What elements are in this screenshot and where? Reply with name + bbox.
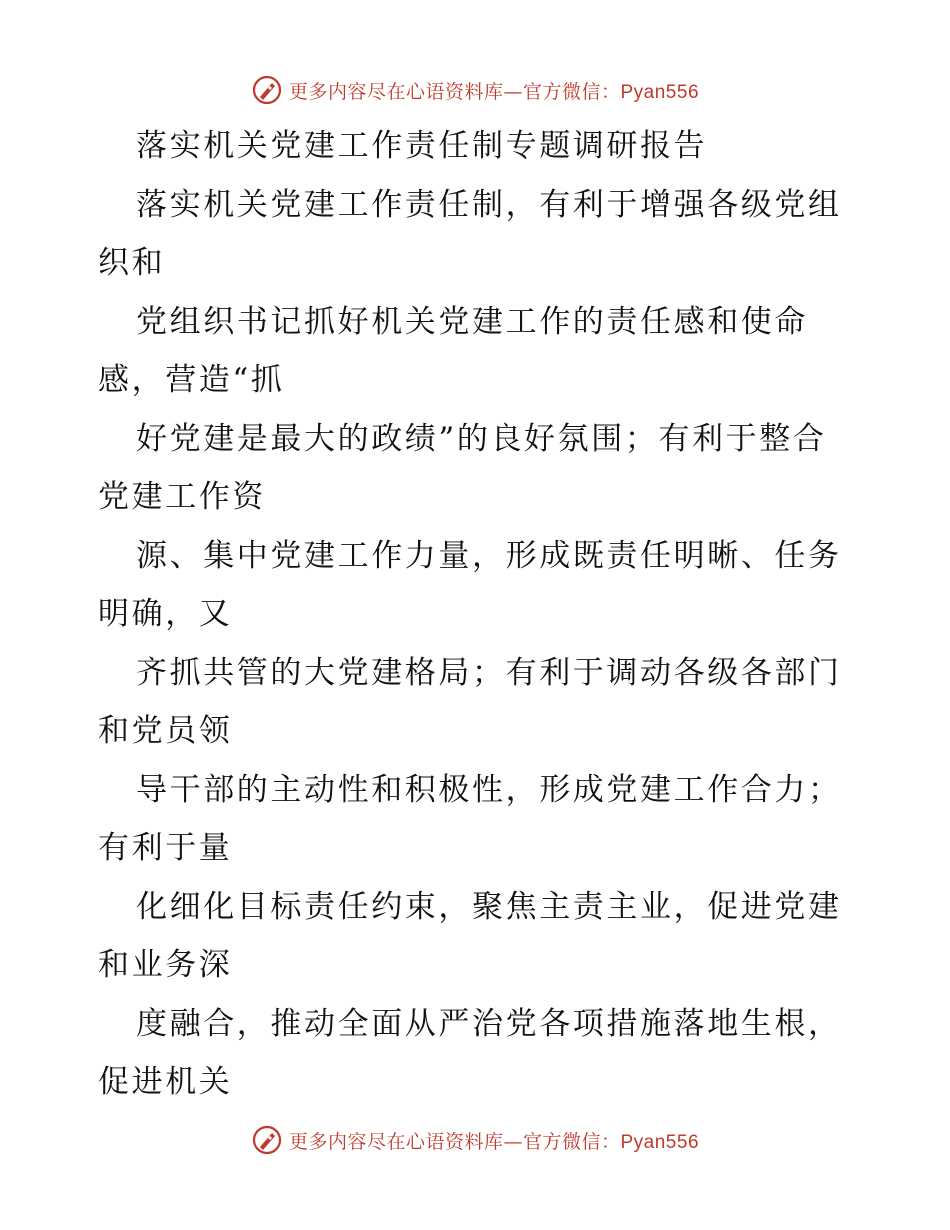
watermark-handle: Pyan556 (620, 1131, 700, 1153)
pen-nib-seal-icon (251, 74, 283, 106)
paragraph-line: 齐抓共管的大党建格局；有利于调动各级各部门 (136, 655, 842, 691)
paragraph-line: 促进机关 (98, 1064, 233, 1100)
watermark-text: 更多内容尽在心语资料库—官方微信： (288, 1130, 621, 1153)
paragraph-line: 度融合，推动全面从严治党各项措施落地生根， (136, 1006, 842, 1042)
document-title: 落实机关党建工作责任制专题调研报告 (136, 128, 708, 164)
paragraph-line: 明确，又 (98, 596, 233, 632)
paragraph-line: 有利于量 (98, 830, 233, 866)
watermark-text: 更多内容尽在心语资料库—官方微信： (288, 80, 621, 103)
paragraph-line: 源、集中党建工作力量，形成既责任明晰、任务 (136, 538, 842, 574)
paragraph-line: 感，营造“抓 (98, 362, 285, 398)
paragraph-line: 和党员领 (98, 713, 233, 749)
paragraph-line: 党组织书记抓好机关党建工作的责任感和使命 (136, 304, 808, 340)
paragraph-line: 化细化目标责任约束，聚焦主责主业，促进党建 (136, 889, 842, 925)
watermark-handle: Pyan556 (620, 81, 700, 103)
paragraph-line: 织和 (98, 245, 166, 281)
footer-watermark (0, 1122, 950, 1158)
pen-nib-seal-icon (251, 1124, 283, 1156)
paragraph-line: 党建工作资 (98, 479, 266, 515)
paragraph-line: 落实机关党建工作责任制，有利于增强各级党组 (136, 187, 842, 223)
paragraph-line: 导干部的主动性和积极性，形成党建工作合力； (136, 772, 842, 808)
paragraph-line: 和业务深 (98, 947, 233, 983)
paragraph-line: 好党建是最大的政绩”的良好氛围；有利于整合 (136, 421, 827, 457)
header-watermark (0, 72, 950, 108)
